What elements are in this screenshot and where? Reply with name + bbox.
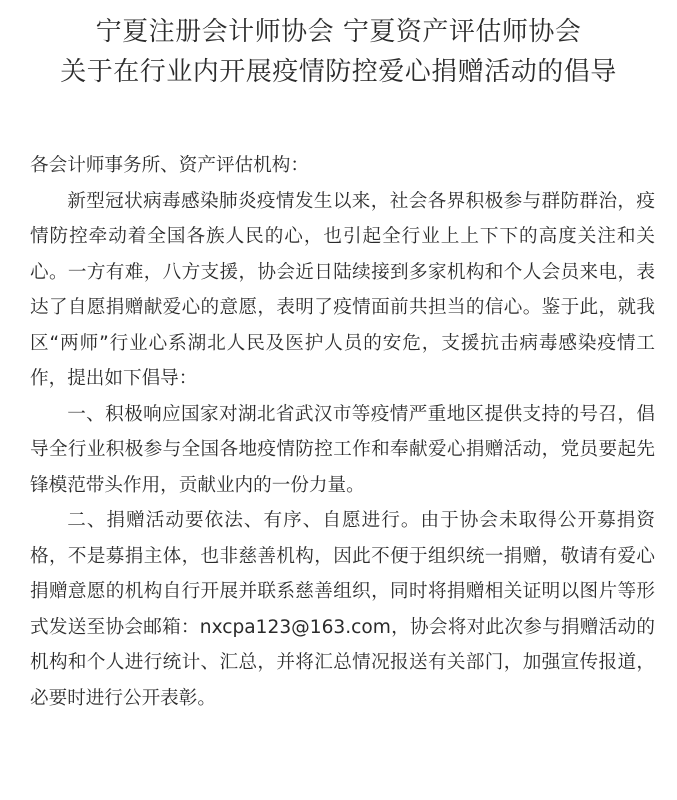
title-subject: 关于在行业内开展疫情防控爱心捐赠活动的倡导	[60, 57, 617, 87]
paragraph-point-one: 一、积极响应国家对湖北省武汉市等疫情严重地区提供支持的号召，倡导全行业积极参与全国各地疫情防控工作和奉献爱心捐赠活动，党员要起先锋模范带头作用，贡献业内的一份力量。	[30, 403, 655, 496]
salutation: 各会计师事务所、资产评估机构：	[30, 155, 309, 176]
title-organizations: 宁夏注册会计师协会 宁夏资产评估师协会	[95, 17, 582, 47]
paragraph-intro: 新型冠状病毒感染肺炎疫情发生以来，社会各界积极参与群防群治，疫情防控牵动着全国各族人民的心，也引起全行业上上下下的高度关注和关心。一方有难，八方支援，协会近日陆续接到多家机构和个人会员来电，表达了自愿捐赠献爱心的意愿，表明了疫情面前共担当的信心。鉴于此，就我区“两师”行业心系湖北人民及医护人员的安危，支援抗击病毒感染疫情工作，提出如下倡导：	[30, 190, 655, 389]
document-title	[0, 12, 677, 92]
document-body	[30, 148, 655, 716]
paragraph-point-two: 二、捐赠活动要依法、有序、自愿进行。由于协会未取得公开募捐资格，不是募捐主体，也非慈善机构，因此不便于组织统一捐赠，敬请有爱心捐赠意愿的机构自行开展并联系慈善组织，同时将捐赠相关证明以图片等形式发送至协会邮箱：nxcpa123@163.com，协会将对此次参与捐赠活动的机构和个人进行统计、汇总，并将汇总情况报送有关部门，加强宣传报道，必要时进行公开表彰。	[30, 510, 655, 709]
